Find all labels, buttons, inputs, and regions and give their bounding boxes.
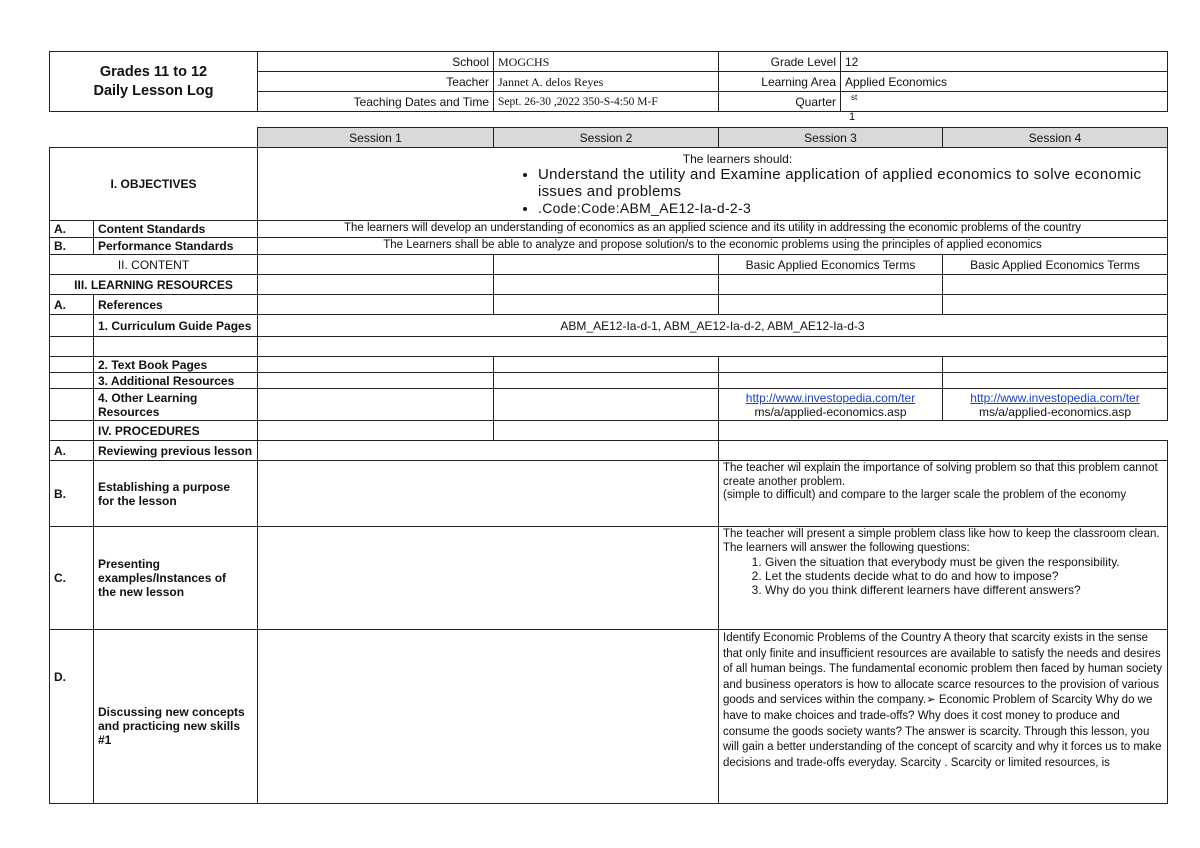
lr-session-4	[943, 275, 1168, 295]
discussing-sessions-1-2	[258, 630, 719, 804]
header-table	[49, 51, 1168, 112]
reviewing-sessions-3-4	[719, 441, 1168, 461]
teacher-label: Teacher	[258, 72, 494, 92]
other-resources-session-4	[943, 389, 1168, 421]
page-title	[50, 52, 258, 112]
reviewing-label: Reviewing previous lesson	[94, 441, 258, 461]
session-3-header: Session 3	[719, 128, 943, 148]
question-3: 3. Why do you think different learners have different answers?	[765, 583, 1163, 597]
ref-session-3	[719, 295, 943, 315]
dates-value: Sept. 26-30 ,2022 350-S-4:50 M-F	[494, 92, 719, 112]
curriculum-guide-label: 1. Curriculum Guide Pages	[94, 315, 258, 337]
tb-session-1	[258, 357, 494, 373]
question-1: 1. Given the situation that everybody must be given the responsibility.	[765, 555, 1163, 569]
school-value: MOGCHS	[494, 52, 719, 72]
ref-session-4	[943, 295, 1168, 315]
ar-letter	[50, 373, 94, 389]
ar-session-2	[494, 373, 719, 389]
lesson-log-table	[49, 127, 1168, 804]
session-2-header: Session 2	[494, 128, 719, 148]
purpose-letter: B.	[50, 461, 94, 527]
grade-level-label: Grade Level	[719, 52, 841, 72]
purpose-text	[719, 461, 1168, 527]
purpose-label-line-1: Establishing a purpose	[98, 479, 231, 494]
blank-corner	[50, 128, 258, 148]
objective-bullet-2: • .Code:Code:ABM_AE12-Ia-d-2-3	[538, 200, 1147, 217]
discussing-label-line-1: Discussing new concepts	[98, 705, 245, 719]
references-label: References	[94, 295, 258, 315]
examples-label-line-1: Presenting	[98, 557, 161, 571]
ar-session-4	[943, 373, 1168, 389]
content-standards-text: The learners will develop an understanding of economics as an applied science and its utility in addressing the economic problems of the country	[258, 221, 1168, 238]
performance-standards-label: Performance Standards	[94, 238, 258, 255]
title-line-1: Grades 11 to 12	[99, 63, 208, 80]
content-standards-label: Content Standards	[94, 221, 258, 238]
discussing-label-line-2: and practicing new skills	[98, 719, 241, 733]
objective-bullet-1: • Understand the utility and Examine application of applied economics to solve economic issues and problems	[538, 166, 1147, 200]
other-resources-label-line-1: 4. Other Learning	[98, 390, 198, 405]
content-session-1	[258, 255, 494, 275]
content-standards-letter: A.	[50, 221, 94, 238]
ref-session-1	[258, 295, 494, 315]
investopedia-link[interactable]: http://www.investopedia.com/ter	[745, 390, 916, 405]
olr-session-2	[494, 389, 719, 421]
quarter-superscript: st	[851, 93, 858, 102]
other-resources-label	[94, 389, 258, 421]
proc-session-2	[494, 421, 719, 441]
discussing-letter: D.	[50, 630, 94, 804]
cg-letter	[50, 315, 94, 337]
performance-standards-letter: B.	[50, 238, 94, 255]
olr-session-1	[258, 389, 494, 421]
performance-standards-text: The Learners shall be able to analyze and propose solution/s to the economic problems using the principles of applied economics	[258, 238, 1168, 255]
grade-level-value: 12	[841, 52, 1168, 72]
textbook-label: 2. Text Book Pages	[94, 357, 258, 373]
session-4-header: Session 4	[943, 128, 1168, 148]
purpose-text-2: (simple to difficult) and compare to the larger scale the problem of the economy	[723, 489, 1127, 501]
purpose-label	[94, 461, 258, 527]
curriculum-guide-text: ABM_AE12-Ia-d-1, ABM_AE12-Ia-d-2, ABM_AE12-Ia-d-3	[258, 315, 1168, 337]
discussing-label	[94, 630, 258, 804]
quarter-value	[841, 92, 1168, 112]
olr-letter	[50, 389, 94, 421]
additional-resources-label: 3. Additional Resources	[94, 373, 258, 389]
content-session-3: Basic Applied Economics Terms	[719, 255, 943, 275]
lr-session-1	[258, 275, 494, 295]
blank-row-label	[94, 337, 258, 357]
examples-questions	[723, 555, 1163, 597]
examples-intro: The teacher will present a simple problem class like how to keep the classroom clean. The learners will answer the following questions:	[723, 528, 1160, 554]
examples-label-line-2: examples/Instances of	[98, 571, 227, 585]
investopedia-link-2[interactable]: http://www.investopedia.com/ter	[970, 390, 1140, 405]
reviewing-letter: A.	[50, 441, 94, 461]
investopedia-link-rest: ms/a/applied-economics.asp	[754, 404, 907, 419]
ar-session-3	[719, 373, 943, 389]
examples-sessions-1-2	[258, 527, 719, 630]
title-line-2: Daily Lesson Log	[93, 82, 214, 99]
examples-text	[719, 527, 1168, 630]
content-session-2	[494, 255, 719, 275]
ar-session-1	[258, 373, 494, 389]
other-resources-label-line-2: Resources	[98, 404, 160, 419]
discussing-label-line-3: #1	[98, 733, 112, 747]
examples-letter: C.	[50, 527, 94, 630]
school-label: School	[258, 52, 494, 72]
other-resources-session-3	[719, 389, 943, 421]
examples-label	[94, 527, 258, 630]
lr-session-2	[494, 275, 719, 295]
question-2: 2. Let the students decide what to do and how to impose?	[765, 569, 1163, 583]
tb-session-2	[494, 357, 719, 373]
content-label: II. CONTENT	[50, 255, 258, 275]
proc-empty	[719, 421, 1168, 441]
purpose-text-1: The teacher wil explain the importance of solving problem so that this problem cannot create another problem.	[723, 462, 1158, 488]
proc-letter	[50, 421, 94, 441]
objectives-label: I. OBJECTIVES	[50, 148, 258, 221]
content-session-4: Basic Applied Economics Terms	[943, 255, 1168, 275]
learning-resources-label: III. LEARNING RESOURCES	[50, 275, 258, 295]
objectives-content	[258, 148, 1168, 221]
dates-label: Teaching Dates and Time	[258, 92, 494, 112]
tb-session-4	[943, 357, 1168, 373]
objectives-list	[508, 166, 1147, 217]
tb-letter	[50, 357, 94, 373]
reviewing-sessions-1-2	[258, 441, 719, 461]
purpose-sessions-1-2	[258, 461, 719, 527]
tb-session-3	[719, 357, 943, 373]
proc-session-1	[258, 421, 494, 441]
investopedia-link-rest-2: ms/a/applied-economics.asp	[978, 404, 1132, 419]
discussing-text: Identify Economic Problems of the Country A theory that scarcity exists in the sense that only finite and insufficient resources are available to satisfy the needs and desires of all human beings. The fundamental economic problem then faced by human society and business operators is how to allocate scarce resources to the provision of various goods and services within the company.➢ Economic Problem of Scarcity Why do we have to make choices and trade-offs? Why does it cost money to produce and consume the goods society wants? The answer is scarcity. Through this lesson, you will gain a better understanding of the concept of scarcity and why it forces us to make decisions and trade-offs everyday. Scarcity . Scarcity or limited resources, is	[719, 630, 1168, 804]
quarter-label: Quarter	[719, 92, 841, 112]
teacher-value: Jannet A. delos Reyes	[494, 72, 719, 92]
learning-area-value: Applied Economics	[841, 72, 1168, 92]
blank-row-letter	[50, 337, 94, 357]
quarter-number: 1	[849, 111, 856, 123]
session-1-header: Session 1	[258, 128, 494, 148]
blank-row-content	[258, 337, 1168, 357]
references-letter: A.	[50, 295, 94, 315]
purpose-label-line-2: for the lesson	[98, 493, 177, 508]
ref-session-2	[494, 295, 719, 315]
lr-session-3	[719, 275, 943, 295]
learning-area-label: Learning Area	[719, 72, 841, 92]
procedures-label: IV. PROCEDURES	[94, 421, 258, 441]
examples-label-line-3: the new lesson	[98, 585, 185, 599]
objectives-intro: The learners should:	[682, 151, 793, 166]
